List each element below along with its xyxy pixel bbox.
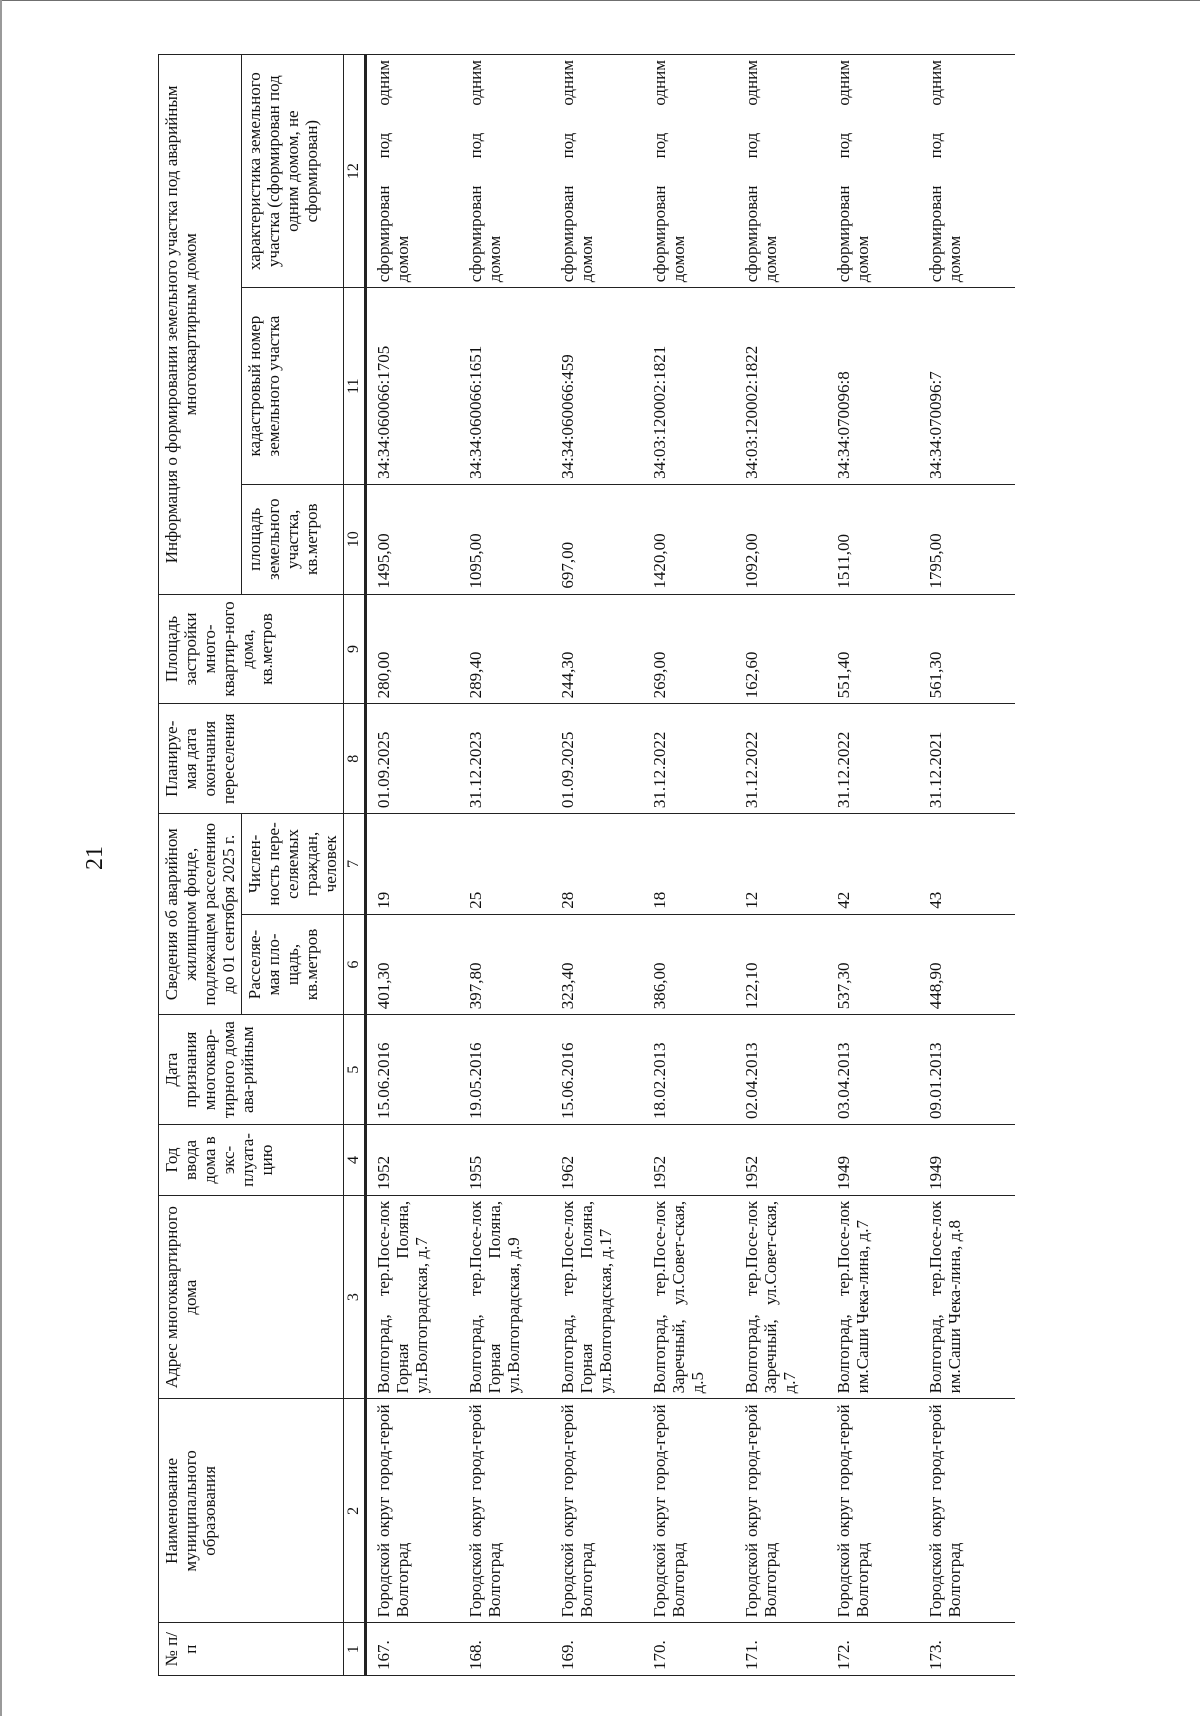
header-date-recognized: Дата признания многоквар-тирного дома ава-рийным <box>159 1015 344 1125</box>
land-area-cell: 1795,00 <box>923 484 1015 594</box>
resettle-area-cell: 397,80 <box>463 914 555 1015</box>
land-area-cell: 1092,00 <box>739 484 831 594</box>
land-status-cell: сформирован под одним домом <box>366 55 464 288</box>
municipality-cell: Городской округ город-герой Волгоград <box>463 1399 555 1623</box>
resettle-area-cell: 323,40 <box>555 914 647 1015</box>
address-cell: Волгоград, тер.Посе-лок Заречный, ул.Совет-ская, д.5 <box>647 1195 739 1398</box>
table-row <box>923 55 1015 1676</box>
table-row <box>366 55 464 1676</box>
year-cell: 1949 <box>923 1125 1015 1196</box>
building-area-cell: 244,30 <box>555 594 647 704</box>
column-number: 11 <box>344 288 366 485</box>
year-cell: 1952 <box>366 1125 464 1196</box>
planned-date-cell: 01.09.2025 <box>366 704 464 814</box>
cadastral-cell: 34:34:060066:459 <box>555 288 647 485</box>
header-land-area: площадь земельного участка, кв.метров <box>242 484 344 594</box>
municipality-cell: Городской округ город-герой Волгоград <box>366 1399 464 1623</box>
column-number: 6 <box>344 914 366 1015</box>
municipality-cell: Городской округ город-герой Волгоград <box>555 1399 647 1623</box>
header-group-resettlement: Сведения об аварийном жилищном фонде, подлежащем расселению до 01 сентября 2025 г. <box>159 814 242 1015</box>
header-land-status: характеристика земельного участка (сформирован под одним домом, не сформирован) <box>242 55 344 288</box>
year-cell: 1955 <box>463 1125 555 1196</box>
row-number: 173. <box>923 1623 1015 1676</box>
people-cell: 42 <box>831 814 923 915</box>
cadastral-cell: 34:34:060066:1651 <box>463 288 555 485</box>
building-area-cell: 280,00 <box>366 594 464 704</box>
cadastral-cell: 34:03:120002:1822 <box>739 288 831 485</box>
column-number: 10 <box>344 484 366 594</box>
people-cell: 25 <box>463 814 555 915</box>
year-cell: 1952 <box>739 1125 831 1196</box>
address-cell: Волгоград, тер.Посе-лок Заречный, ул.Совет-ская, д.7 <box>739 1195 831 1398</box>
table-row <box>463 55 555 1676</box>
planned-date-cell: 31.12.2022 <box>831 704 923 814</box>
row-number: 169. <box>555 1623 647 1676</box>
header-municipality: Наименование муниципального образования <box>159 1399 344 1623</box>
column-number: 2 <box>344 1399 366 1623</box>
column-number: 4 <box>344 1125 366 1196</box>
resettlement-table <box>158 54 1015 1676</box>
land-status-cell: сформирован под одним домом <box>923 55 1015 288</box>
table-row <box>647 55 739 1676</box>
table-row <box>739 55 831 1676</box>
row-number: 172. <box>831 1623 923 1676</box>
address-cell: Волгоград, тер.Посе-лок Горная Поляна, ул.Волгоградская, д.7 <box>366 1195 464 1398</box>
building-area-cell: 162,60 <box>739 594 831 704</box>
people-cell: 12 <box>739 814 831 915</box>
date-recognized-cell: 15.06.2016 <box>555 1015 647 1125</box>
cadastral-cell: 34:34:060066:1705 <box>366 288 464 485</box>
land-status-cell: сформирован под одним домом <box>555 55 647 288</box>
municipality-cell: Городской округ город-герой Волгоград <box>923 1399 1015 1623</box>
year-cell: 1949 <box>831 1125 923 1196</box>
row-number: 167. <box>366 1623 464 1676</box>
table-row <box>555 55 647 1676</box>
table-row <box>831 55 923 1676</box>
people-cell: 43 <box>923 814 1015 915</box>
land-area-cell: 1420,00 <box>647 484 739 594</box>
date-recognized-cell: 09.01.2013 <box>923 1015 1015 1125</box>
municipality-cell: Городской округ город-герой Волгоград <box>831 1399 923 1623</box>
planned-date-cell: 01.09.2025 <box>555 704 647 814</box>
land-area-cell: 697,00 <box>555 484 647 594</box>
planned-date-cell: 31.12.2022 <box>647 704 739 814</box>
date-recognized-cell: 18.02.2013 <box>647 1015 739 1125</box>
building-area-cell: 289,40 <box>463 594 555 704</box>
header-cadastral: кадастровый номер земельного участка <box>242 288 344 485</box>
municipality-cell: Городской округ город-герой Волгоград <box>739 1399 831 1623</box>
date-recognized-cell: 02.04.2013 <box>739 1015 831 1125</box>
header-number: № п/п <box>159 1623 344 1676</box>
column-number: 8 <box>344 704 366 814</box>
building-area-cell: 561,30 <box>923 594 1015 704</box>
land-area-cell: 1095,00 <box>463 484 555 594</box>
column-number: 1 <box>344 1623 366 1676</box>
resettle-area-cell: 386,00 <box>647 914 739 1015</box>
people-cell: 18 <box>647 814 739 915</box>
column-number: 12 <box>344 55 366 288</box>
header-group-land: Информация о формировании земельного участка под аварийным многоквартирным домом <box>159 55 242 595</box>
address-cell: Волгоград, тер.Посе-лок им.Саши Чека-лина, д.8 <box>923 1195 1015 1398</box>
cadastral-cell: 34:34:070096:8 <box>831 288 923 485</box>
date-recognized-cell: 19.05.2016 <box>463 1015 555 1125</box>
people-cell: 19 <box>366 814 464 915</box>
resettle-area-cell: 122,10 <box>739 914 831 1015</box>
land-area-cell: 1495,00 <box>366 484 464 594</box>
page-number: 21 <box>82 846 108 870</box>
planned-date-cell: 31.12.2022 <box>739 704 831 814</box>
municipality-cell: Городской округ город-герой Волгоград <box>647 1399 739 1623</box>
resettle-area-cell: 401,30 <box>366 914 464 1015</box>
people-cell: 28 <box>555 814 647 915</box>
header-year: Год ввода дома в экс-плуата-цию <box>159 1125 344 1196</box>
resettle-area-cell: 448,90 <box>923 914 1015 1015</box>
header-building-area: Площадь застройки много-квартир-ного дома, кв.метров <box>159 594 344 704</box>
resettle-area-cell: 537,30 <box>831 914 923 1015</box>
planned-date-cell: 31.12.2023 <box>463 704 555 814</box>
column-number: 3 <box>344 1195 366 1398</box>
year-cell: 1962 <box>555 1125 647 1196</box>
table-body <box>366 55 1016 1676</box>
header-people: Числен-ность пере-селяемых граждан, человек <box>242 814 344 915</box>
column-number-row <box>344 55 366 1676</box>
date-recognized-cell: 15.06.2016 <box>366 1015 464 1125</box>
row-number: 170. <box>647 1623 739 1676</box>
planned-date-cell: 31.12.2021 <box>923 704 1015 814</box>
land-status-cell: сформирован под одним домом <box>463 55 555 288</box>
row-number: 168. <box>463 1623 555 1676</box>
header-address: Адрес многоквартирного дома <box>159 1195 344 1398</box>
column-number: 9 <box>344 594 366 704</box>
header-planned-date: Планируе-мая дата окончания переселения <box>159 704 344 814</box>
address-cell: Волгоград, тер.Посе-лок Горная Поляна, ул.Волгоградская, д.9 <box>463 1195 555 1398</box>
column-number: 7 <box>344 814 366 915</box>
land-status-cell: сформирован под одним домом <box>831 55 923 288</box>
year-cell: 1952 <box>647 1125 739 1196</box>
land-status-cell: сформирован под одним домом <box>647 55 739 288</box>
building-area-cell: 269,00 <box>647 594 739 704</box>
land-area-cell: 1511,00 <box>831 484 923 594</box>
row-number: 171. <box>739 1623 831 1676</box>
address-cell: Волгоград, тер.Посе-лок им.Саши Чека-лина, д.7 <box>831 1195 923 1398</box>
column-number: 5 <box>344 1015 366 1125</box>
date-recognized-cell: 03.04.2013 <box>831 1015 923 1125</box>
building-area-cell: 551,40 <box>831 594 923 704</box>
address-cell: Волгоград, тер.Посе-лок Горная Поляна, ул.Волгоградская, д.17 <box>555 1195 647 1398</box>
header-resettle-area: Расселяе-мая пло-щадь, кв.метров <box>242 914 344 1015</box>
land-status-cell: сформирован под одним домом <box>739 55 831 288</box>
cadastral-cell: 34:34:070096:7 <box>923 288 1015 485</box>
cadastral-cell: 34:03:120002:1821 <box>647 288 739 485</box>
